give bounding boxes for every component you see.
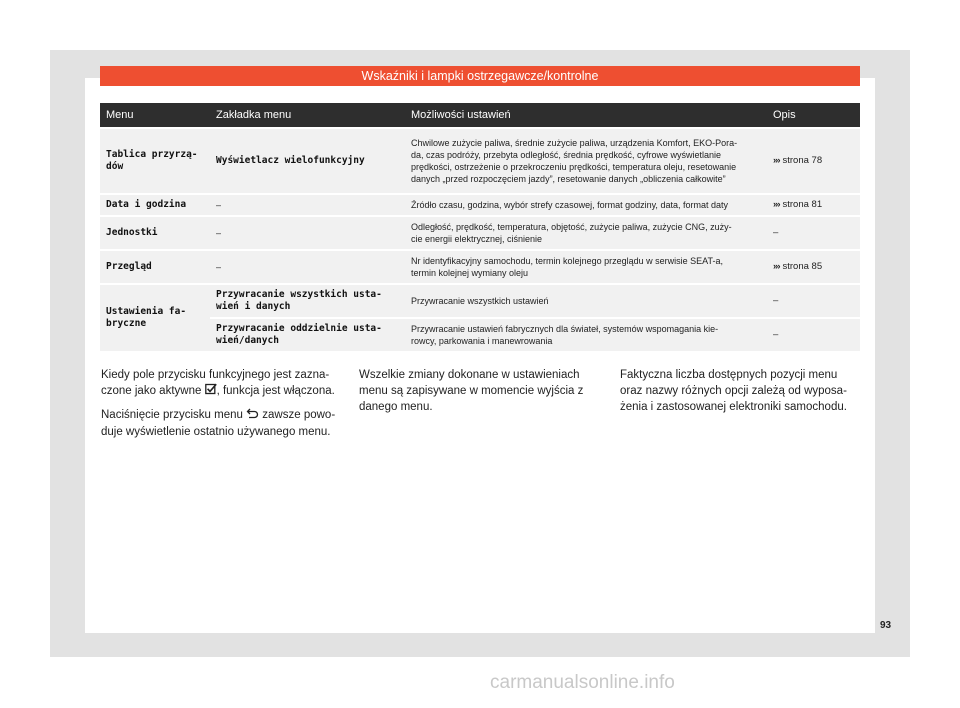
cell-tab: Przywracanie oddzielnie usta- wień/danych — [210, 319, 405, 351]
paragraph-text: Kiedy pole przycisku funkcyjnego jest zazna- czone jako aktywne — [101, 369, 330, 397]
section-header: Wskaźniki i lampki ostrzegawcze/kontrolne — [100, 66, 860, 86]
cell-reference[interactable] — [767, 195, 860, 215]
settings-table — [100, 101, 860, 353]
page-number: 93 — [880, 620, 892, 631]
cell-options: Przywracanie ustawień fabrycznych dla świateł, systemów wspomagania kie- rowcy, parkowania i manewrowania — [405, 319, 767, 351]
reference-arrow: ››› — [773, 261, 780, 272]
table-row — [100, 129, 860, 193]
cell-reference[interactable] — [767, 251, 860, 283]
back-arrow-icon — [246, 408, 259, 424]
cell-tab: Przywracanie wszystkich usta- wień i danych — [210, 285, 405, 317]
cell-menu: Ustawienia fa- bryczne — [100, 285, 210, 351]
text-column-3 — [620, 367, 865, 422]
cell-tab: – — [210, 195, 405, 215]
cell-reference: – — [767, 319, 860, 351]
cell-options: Nr identyfikacyjny samochodu, termin kolejnego przeglądu w serwisie SEAT-a, termin kolejnej wymiany oleju — [405, 251, 767, 283]
table-header-row — [100, 103, 860, 127]
watermark: carmanualsonline.info — [490, 672, 675, 693]
cell-options: Odległość, prędkość, temperatura, objętość, zużycie paliwa, zużycie CNG, zuży- cie energii elektrycznej, ciśnienie — [405, 217, 767, 249]
text-column-1 — [101, 367, 346, 447]
checkbox-checked-icon — [205, 383, 217, 400]
column-header-description: Opis — [767, 103, 860, 127]
cell-menu: Data i godzina — [100, 195, 210, 215]
reference-link[interactable]: strona 78 — [782, 155, 823, 166]
reference-link[interactable]: strona 81 — [782, 199, 823, 210]
cell-reference: – — [767, 285, 860, 317]
cell-menu: Tablica przyrzą- dów — [100, 129, 210, 193]
reference-link[interactable]: strona 85 — [782, 261, 823, 272]
table-row — [100, 195, 860, 215]
cell-tab: – — [210, 251, 405, 283]
cell-tab: – — [210, 217, 405, 249]
paragraph — [101, 367, 346, 400]
column-header-options: Możliwości ustawień — [405, 103, 767, 127]
table-row — [100, 251, 860, 283]
paragraph-text: zawsze powo- duje wyświetlenie ostatnio używanego menu. — [101, 409, 336, 438]
column-header-menu: Menu — [100, 103, 210, 127]
cell-options: Chwilowe zużycie paliwa, średnie zużycie paliwa, urządzenia Komfort, EKO-Pora- da, czas podróży, przebyta odległość, średnia prędkość, cyfrowe wyświetlanie prędkości, ostrzeżenie o przekroczeniu prędkości, temperatura oleju, resetowanie danych „przed rozpoczęciem jazdy”, resetowanie danych „obliczenia całkowite” — [405, 129, 767, 193]
reference-arrow: ››› — [773, 155, 780, 166]
paragraph: Faktyczna liczba dostępnych pozycji menu oraz nazwy różnych opcji zależą od wyposa- żenia i zastosowanej elektroniki samochodu. — [620, 369, 847, 413]
cell-menu: Przegląd — [100, 251, 210, 283]
text-column-2 — [359, 367, 604, 422]
cell-reference: – — [767, 217, 860, 249]
cell-options: Źródło czasu, godzina, wybór strefy czasowej, format godziny, data, format daty — [405, 195, 767, 215]
reference-arrow: ››› — [773, 199, 780, 210]
cell-reference[interactable] — [767, 129, 860, 193]
paragraph: Wszelkie zmiany dokonane w ustawieniach menu są zapisywane w momencie wyjścia z danego menu. — [359, 369, 584, 413]
paragraph-text: , funkcja jest włączona. — [216, 385, 335, 397]
table-row — [100, 285, 860, 317]
table-row — [100, 217, 860, 249]
table-row — [100, 319, 860, 351]
cell-menu: Jednostki — [100, 217, 210, 249]
paragraph-text: Naciśnięcie przycisku menu — [101, 409, 247, 421]
paragraph — [101, 407, 346, 440]
cell-options: Przywracanie wszystkich ustawień — [405, 285, 767, 317]
cell-tab: Wyświetlacz wielofunkcyjny — [210, 129, 405, 193]
column-header-tab: Zakładka menu — [210, 103, 405, 127]
